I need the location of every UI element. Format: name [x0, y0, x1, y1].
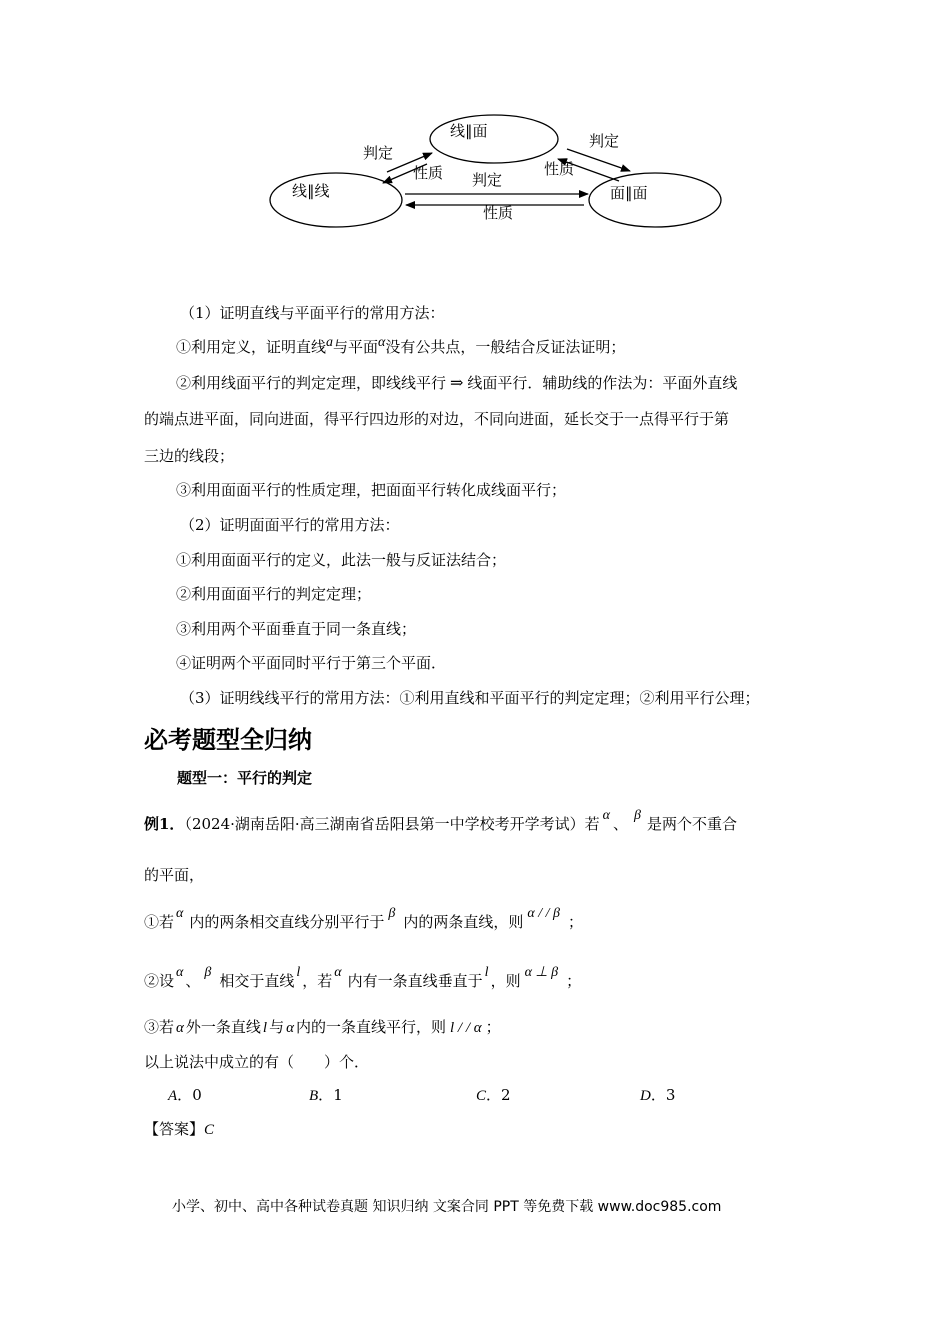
st2-text-c: 相交于直线: [219, 972, 295, 990]
s1-i1-text-c: 没有公共点，一般结合反证法证明；: [385, 338, 626, 356]
example-source: （2024·湖南岳阳·高三湖南省岳阳县第一中学校考开学考试）若: [184, 815, 600, 833]
symbol-alpha: α: [176, 1020, 184, 1036]
s1-i2-text-a: ②利用线面平行的判定定理，即线线平行: [176, 374, 447, 392]
answer-label: 【答案】: [144, 1120, 205, 1138]
section-1-item-1: [176, 337, 625, 359]
relation-parallel: α / / β: [527, 906, 560, 921]
st2-text-f: ，则: [490, 972, 521, 990]
section-1-item-2-line-1: [176, 373, 737, 393]
option-value: 2: [501, 1086, 511, 1104]
node-label-line-line: 线∥线: [292, 182, 330, 200]
section-1-item-2-line-2: 的端点进平面，同向进面，得平行四边形的对边，不同向进面，延长交于一点得平行于第: [144, 410, 730, 428]
label-property-left: 性质: [413, 164, 444, 182]
statement-3: [144, 1017, 501, 1038]
st3-end: ；: [485, 1018, 501, 1036]
st1-end: ；: [568, 913, 584, 931]
option-value: 3: [665, 1086, 676, 1104]
st3-text-a: ③若: [144, 1018, 175, 1036]
question-text: 以上说法中成立的有（ ）个．: [144, 1053, 370, 1071]
st2-end: ；: [566, 972, 582, 990]
section-1-title: （1）证明直线与平面平行的常用方法：: [180, 304, 445, 322]
st1-text-a: ①若: [144, 913, 175, 931]
node-ellipse-line-line: [270, 173, 402, 227]
st1-text-c: 内的两条直线，则: [403, 913, 524, 931]
symbol-alpha: α: [378, 335, 386, 350]
st2-text-a: ②设: [144, 972, 175, 990]
section-heading: 必考题型全归纳: [144, 726, 312, 754]
node-ellipse-plane-plane: [589, 173, 721, 227]
symbol-alpha: α: [176, 965, 184, 980]
answer-value: C: [204, 1122, 215, 1138]
symbol-alpha: α: [602, 808, 611, 823]
section-1-item-3: ③利用面面平行的性质定理，把面面平行转化成线面平行；: [176, 481, 567, 499]
parallel-relations-diagram: [0, 0, 950, 260]
section-2-item-2: ②利用面面平行的判定定理；: [176, 585, 372, 603]
label-judge-left: 判定: [363, 144, 394, 162]
section-2-item-1: ①利用面面平行的定义，此法一般与反证法结合；: [176, 551, 507, 569]
label-judge-middle: 判定: [472, 171, 503, 189]
section-3: （3）证明线线平行的常用方法：①利用直线和平面平行的判定定理；②利用平行公理；: [180, 689, 760, 707]
separator: 、: [613, 815, 629, 833]
option-value: 0: [192, 1086, 202, 1104]
section-1-item-2-line-3: 三边的线段；: [144, 447, 235, 465]
type-heading: 题型一：平行的判定: [177, 769, 313, 787]
label-property-right: 性质: [544, 160, 575, 178]
symbol-beta: β: [388, 906, 396, 921]
option-letter: B: [309, 1088, 319, 1104]
st2-text-d: ，若: [302, 972, 333, 990]
section-2-title: （2）证明面面平行的常用方法：: [180, 516, 400, 534]
label-property-middle: 性质: [483, 204, 514, 222]
relation-line-parallel-plane: l / / α: [449, 1020, 482, 1036]
option-letter: A: [168, 1088, 178, 1104]
symbol-l: l: [262, 1020, 268, 1036]
st3-text-c: 与: [269, 1018, 285, 1036]
example-tail: 是两个不重合: [647, 815, 738, 833]
option-d: D．3: [640, 1086, 676, 1104]
symbol-l: l: [296, 965, 301, 980]
option-a: A．0: [168, 1086, 202, 1104]
option-letter: C: [476, 1088, 487, 1104]
relation-perpendicular: α ⊥ β: [524, 965, 559, 980]
option-b: B．1: [309, 1086, 343, 1104]
example-1-line-1: [144, 808, 738, 836]
symbol-alpha: α: [334, 965, 342, 980]
s1-i1-text-a: ①利用定义，证明直线: [176, 338, 327, 356]
st2-text-e: 内有一条直线垂直于: [347, 972, 483, 990]
st1-text-b: 内的两条相交直线分别平行于: [189, 913, 385, 931]
node-label-plane-plane: 面∥面: [610, 184, 648, 202]
section-2-item-4: ④证明两个平面同时平行于第三个平面．: [176, 654, 447, 672]
option-c: C．2: [476, 1086, 511, 1104]
st2-text-b: 、: [185, 972, 201, 990]
example-1-line-2: 的平面，: [144, 866, 205, 884]
symbol-beta: β: [634, 808, 642, 823]
footer-text: 小学、初中、高中各种试卷真题 知识归纳 文案合同 PPT 等免费下载 www.doc985.com: [172, 1199, 722, 1215]
symbol-alpha: α: [286, 1020, 294, 1036]
arrow-judge-right: [567, 149, 630, 171]
symbol-beta: β: [204, 965, 212, 980]
symbol-alpha: α: [176, 906, 184, 921]
symbol-a: a: [326, 335, 334, 350]
s1-i1-text-b: 与平面: [333, 338, 379, 356]
section-2-item-3: ③利用两个平面垂直于同一条直线；: [176, 620, 417, 638]
st3-text-b: 外一条直线: [185, 1018, 261, 1036]
statement-1: [144, 906, 584, 934]
st3-text-d: 内的一条直线平行，则: [295, 1018, 446, 1036]
example-label: 例1．: [144, 815, 185, 833]
s1-i2-text-b: 线面平行．辅助线的作法为：平面外直线: [467, 374, 738, 392]
option-letter: D: [640, 1088, 651, 1104]
symbol-l: l: [484, 965, 489, 980]
option-value: 1: [333, 1086, 343, 1104]
node-label-line-plane: 线∥面: [450, 122, 488, 140]
label-judge-right: 判定: [589, 132, 620, 150]
statement-2: [144, 965, 582, 993]
answer: [144, 1119, 214, 1140]
implies-symbol: ⇒: [450, 373, 464, 392]
